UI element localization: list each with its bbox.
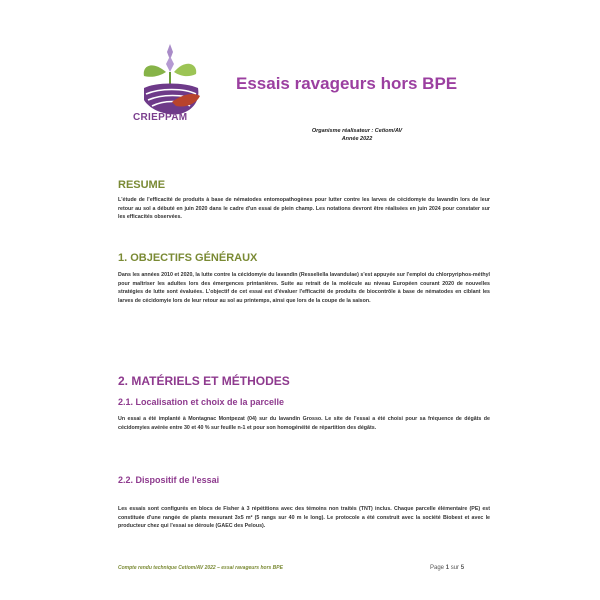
resume-heading: RESUME [118, 179, 166, 191]
organisation-line: Organisme réalisateur : Cetiom/AV [311, 128, 403, 134]
design-subheading: 2.2. Dispositif de l'essai [118, 475, 220, 485]
document-title: Essais ravageurs hors BPE [236, 74, 458, 93]
objectives-heading: 1. OBJECTIFS GÉNÉRAUX [118, 252, 258, 264]
footer-caption: Compte rendu technique Cetiom/AV 2022 – essai ravageurs hors BPE [118, 565, 283, 571]
page-current: 1 [445, 565, 450, 571]
methods-heading: 2. MATÉRIELS ET MÉTHODES [118, 374, 290, 388]
logo-wordmark: CRIEPPAM [133, 112, 188, 123]
year-line: Année 2022 [341, 135, 373, 142]
page-separator: sur [450, 565, 460, 571]
page-number [430, 565, 464, 571]
location-text: Un essai a été implanté à Montagnac Montpezat (04) sur du lavandin Grosso. Le site de l'essai a été choisi pour sa fréquence de dégâts de cécidomyies avérée entre 30 et 40 % sur feuille n-1 et pour son homogénéité de répartition des dégâts. [118, 416, 490, 431]
objectives-text: Dans les années 2010 et 2020, la lutte contre la cécidomyie du lavandin (Resseliella lavandulae) s'est appuyée sur l'emploi du chlorpyriphos-méthyl pour maîtriser les adultes lors des émergences printanières. Suite au retrait de la molécule au niveau Européen courant 2020 de nouvelles stratégies de lutte sont évaluées. L'objectif de cet essai est d'évaluer l'efficacité de produits de biocontrôle à base de nématodes en ciblant les larves de cécidomyie lors de leur retour au sol au printemps, ainsi que lors de la coupe de la saison. [118, 272, 490, 305]
document-meta [282, 128, 432, 144]
page-label: Page [430, 565, 445, 571]
location-subheading: 2.1. Localisation et choix de la parcelle [118, 397, 285, 407]
page-total: 5 [460, 565, 465, 571]
resume-text: L'étude de l'efficacité de produits à base de nématodes entomopathogènes pour lutter contre les larves de cécidomyie du lavandin lors de leur retour au sol a débuté en juin 2020 dans le cadre d'un essai de plein champ. Les notations devront être réalisées en juin 2024 pour constater sur les efficacités observées. [118, 197, 490, 221]
design-text: Les essais sont configurés en blocs de Fisher à 3 répétitions avec des témoins non traités (TNT) inclus. Chaque parcelle élémentaire (PE) est constituée d'une rangée de plants mesurant 3x5 m² (5 rangs sur 40 m le long). Le protocole a été construit avec la société Biobest et avec le producteur chez qui l'essai se déroule (GAEC des Pelous). [118, 506, 490, 530]
